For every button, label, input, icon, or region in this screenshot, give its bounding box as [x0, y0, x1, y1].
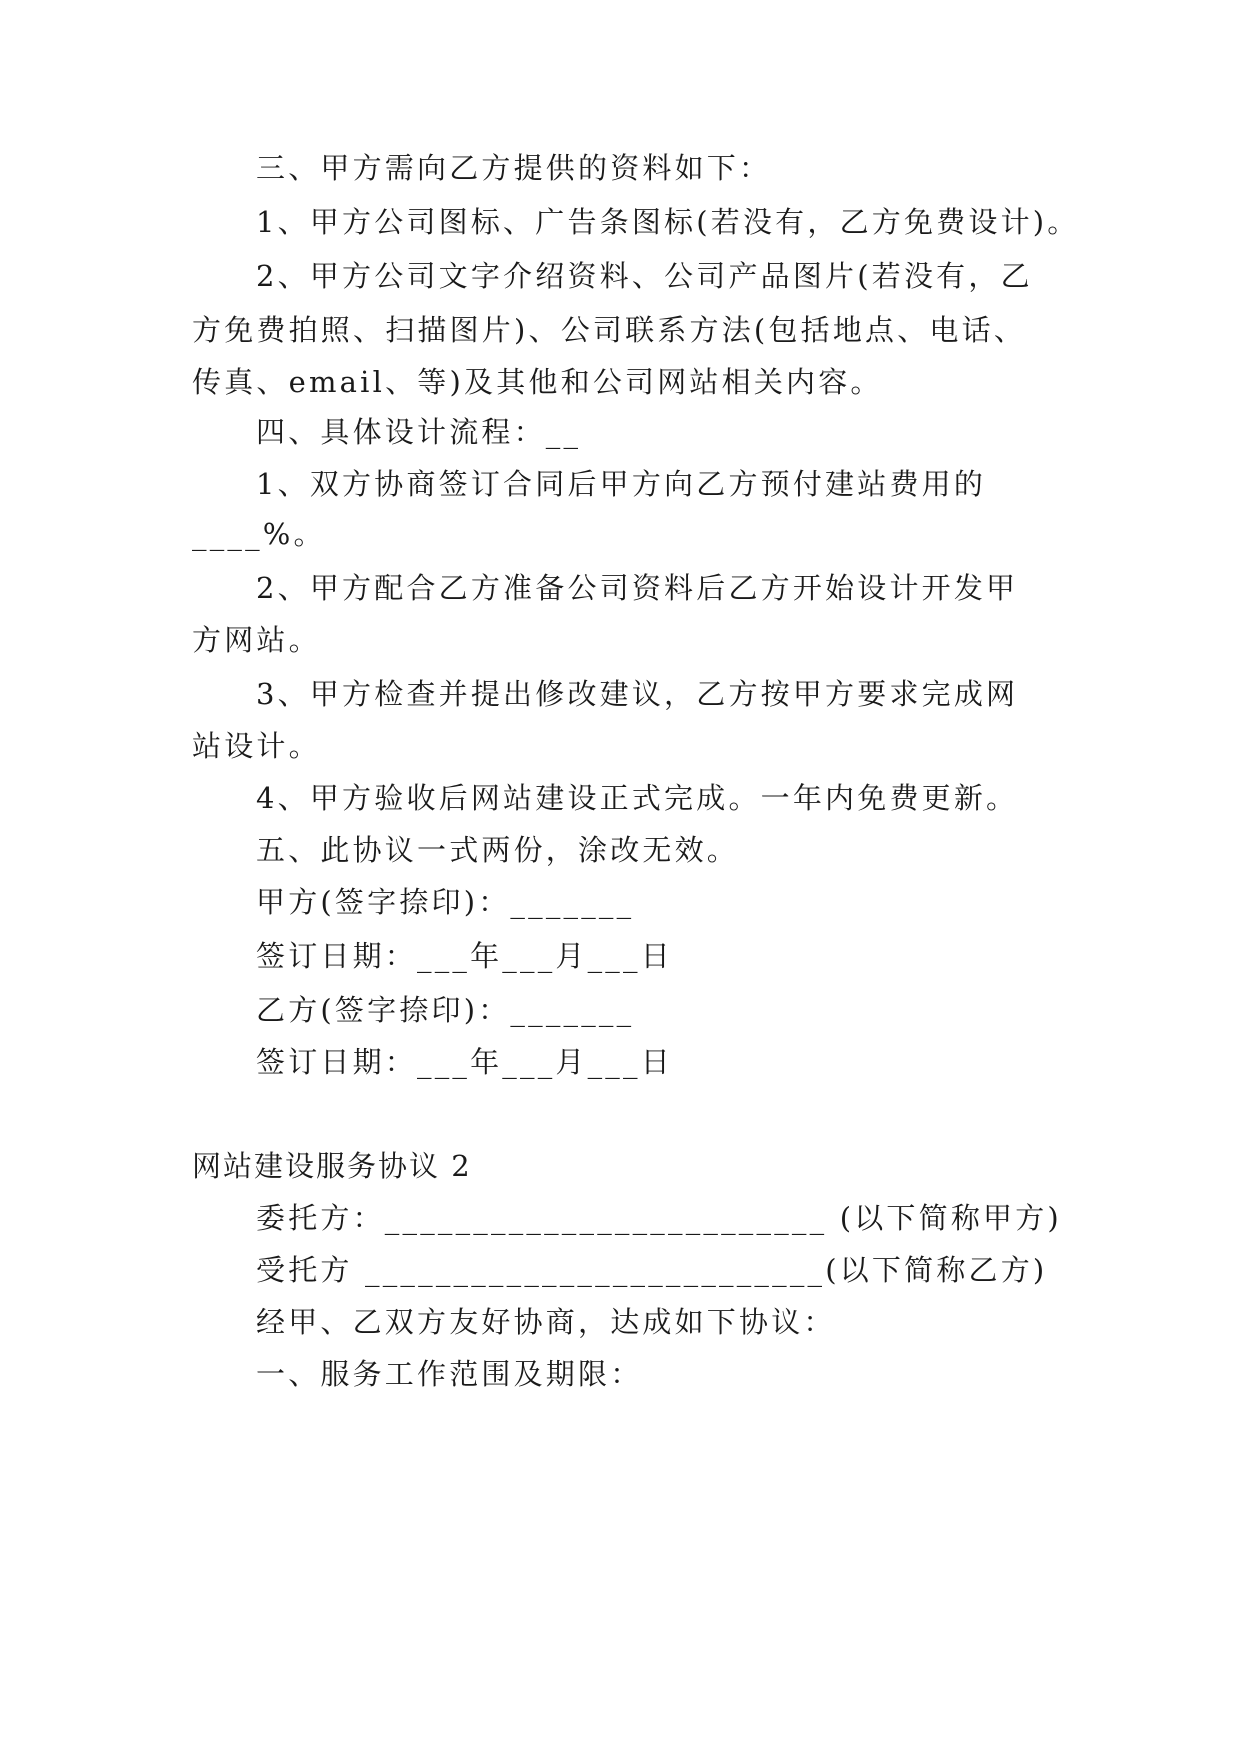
- section-3-item-2-line-3: 传真、email、等)及其他和公司网站相关内容。: [192, 365, 883, 399]
- section-4-item-3-line-1: 3、甲方检查并提出修改建议，乙方按甲方要求完成网: [256, 677, 1019, 711]
- party-a-signature: 甲方(签字捺印)：_______: [256, 885, 635, 919]
- section-3-item-2-line-2: 方免费拍照、扫描图片)、公司联系方法(包括地点、电话、: [192, 313, 1027, 347]
- party-a-date: 签订日期：___年___月___日: [256, 939, 673, 973]
- section-4-item-1-line-2: ____%。: [192, 517, 326, 551]
- section-3-heading: 三、甲方需向乙方提供的资料如下：: [256, 151, 772, 185]
- section-3-item-1: 1、甲方公司图标、广告条图标(若没有，乙方免费设计)。: [256, 205, 1080, 239]
- section-3-item-2-line-1: 2、甲方公司文字介绍资料、公司产品图片(若没有，乙: [256, 259, 1033, 293]
- section-4-item-3-line-2: 站设计。: [192, 729, 321, 763]
- contractor-line: 受托方 __________________________(以下简称乙方): [256, 1253, 1048, 1287]
- section-5-heading: 五、此协议一式两份，涂改无效。: [256, 833, 740, 867]
- section-4-heading: 四、具体设计流程：__: [256, 415, 582, 449]
- section-4-item-1-line-1: 1、双方协商签订合同后甲方向乙方预付建站费用的: [256, 467, 987, 501]
- party-b-signature: 乙方(签字捺印)：_______: [256, 993, 635, 1027]
- agreement-2-section-1-heading: 一、服务工作范围及期限：: [256, 1357, 643, 1391]
- section-4-item-2-line-1: 2、甲方配合乙方准备公司资料后乙方开始设计开发甲: [256, 571, 1019, 605]
- section-4-item-4: 4、甲方验收后网站建设正式完成。一年内免费更新。: [256, 781, 1019, 815]
- party-b-date: 签订日期：___年___月___日: [256, 1045, 673, 1079]
- agreement-2-intro: 经甲、乙双方友好协商，达成如下协议：: [256, 1305, 836, 1339]
- agreement-2-title: 网站建设服务协议 2: [192, 1149, 472, 1183]
- section-4-item-2-line-2: 方网站。: [192, 623, 321, 657]
- client-line: 委托方：_________________________ (以下简称甲方): [256, 1201, 1062, 1235]
